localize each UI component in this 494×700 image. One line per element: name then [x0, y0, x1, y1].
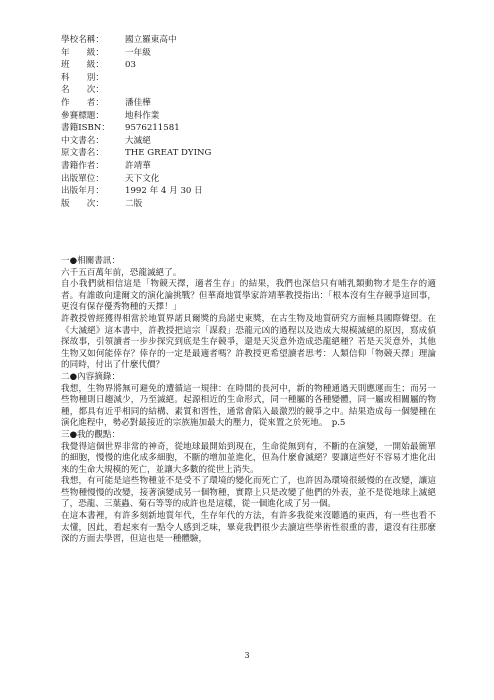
meta-label: 中文書名： [61, 135, 104, 146]
meta-label: 書籍作者： [61, 160, 104, 171]
paragraph: 自小我們就相信這是「物競天擇，適者生存」的結果，我們也深信只有哺乳類動物才是生存的適者。有誰敢向達爾文的演化論挑戰？但華裔地質學家許靖華教授指出：「根本沒有生存競爭這回事，更沒有保存優秀物種的天擇！」 [61, 279, 436, 313]
meta-row-rank [61, 84, 441, 97]
meta-label: 年 級： [61, 47, 104, 58]
section-heading-opinion: 三●我的觀點： [61, 429, 121, 440]
meta-label: 版 次： [61, 198, 104, 209]
page-number: 3 [244, 651, 250, 660]
meta-value: 地科作業 [125, 110, 160, 121]
metadata-block [61, 34, 441, 210]
meta-row-publisher [61, 173, 441, 186]
meta-value: 9576211581 [125, 123, 180, 134]
paragraph: 我想，生物界將無可避免的遭循這一規律：在時間的長河中，新的物種通過天則應運而生；而另一些物種則日趨減少，乃至滅絕。起源相近的生命形式，同一種屬的各種變體，同一屬或相關屬的物種，都具有近乎相同的結構、素質和習性，通常會陷入最激烈的競爭之中。結果造成每一個變種在演化進程中，勢必對最接近的宗族施加最大的壓力，從來置之於死地。 p.5 [61, 383, 436, 429]
meta-value: 潘佳樺 [125, 97, 151, 108]
meta-row-edition [61, 198, 441, 211]
meta-value: 天下文化 [125, 173, 160, 184]
meta-value: 1992 年 4 月 30 日 [125, 186, 203, 197]
meta-row-chinese-title [61, 135, 441, 148]
paragraph: 許教授曾經獲得相當於地質界諾貝爾獎的烏諾史東獎，在古生物及地質研究方面極具國際聲望。在《大滅絕》這本書中，許教授把這宗「謀殺」恐龍元凶的過程以及造成大規模滅絕的原因，寫成偵探故事，引領讀者一步步探究到底是生存競爭，還是天災意外造成恐龍絕種？若是天災意外，其他生物又如何能倖存？倖存的一定是最適者嗎？許教授更希望讀者思考：人類信仰「物競天擇」理論的同時，付出了什麼代價？ [61, 313, 436, 371]
section-heading-excerpt: 二●內容摘錄： [61, 371, 121, 382]
meta-label: 出版年月： [61, 186, 104, 197]
meta-value: 大滅絕 [125, 135, 151, 146]
meta-row-grade [61, 47, 441, 60]
meta-row-isbn [61, 122, 441, 135]
meta-row-original-title [61, 147, 441, 160]
meta-label: 書籍ISBN： [61, 123, 110, 134]
paragraph: 六千五百萬年前，恐龍滅絕了。 [61, 267, 182, 278]
meta-row-entry-title [61, 110, 441, 123]
meta-label: 原文書名： [61, 148, 104, 159]
meta-row-book-author [61, 160, 441, 173]
meta-value: 國立羅東高中 [125, 35, 177, 45]
meta-row-author [61, 97, 441, 110]
meta-row-publish-date [61, 185, 441, 198]
meta-label: 班 級： [61, 60, 104, 71]
meta-value: 03 [125, 60, 136, 71]
meta-row-school [61, 34, 441, 47]
paragraph: 在這本書裡，有許多刻新地質年代，生存年代的方法，有許多我從來沒聽過的東西，有一些也看不太懂，因此，看起來有一點令人感到乏味，畢竟我們很少去讀這些學術性很重的書，還沒有往那麼深的方面去學習，但這也是一種體驗， [61, 511, 436, 545]
meta-value: THE GREAT DYING [125, 148, 212, 159]
meta-row-class [61, 59, 441, 72]
meta-label: 作 者： [61, 97, 104, 108]
meta-label: 出版單位： [61, 173, 104, 184]
meta-value: 許靖華 [125, 160, 151, 171]
section-heading-book-info: 一●相關書訊： [61, 256, 121, 266]
meta-label: 學校名稱： [61, 35, 104, 45]
paragraph: 我想，有可能是這些物種並不是受不了環境的變化而死亡了，也許因為環境很緩慢的在改變，讓這些物種慢慢的改變，接著演變成另一個物種，實際上只是改變了他們的外表，並不是從地球上滅絕了，恐龍、三葉蟲、菊石等等的成許也是這樣，從一個進化成了另一個。 [61, 476, 436, 510]
report-body [61, 256, 436, 546]
meta-label: 科 別： [61, 72, 104, 83]
paragraph: 我覺得這個世界非常的神奇，從地球最開始到現在，生命從無到有，不斷的在演變，一開始最簡單的細胞，慢慢的進化成多細胞，不斷的增加並進化，但為什麼會滅絕？要讓這些好不容易才進化出來的生命大規模的死亡，並讓大多數的從世上消失。 [61, 441, 436, 475]
meta-value: 一年級 [125, 47, 151, 58]
meta-value: 二版 [125, 198, 143, 209]
meta-label: 名 次： [61, 85, 104, 96]
meta-label: 參賽標題： [61, 110, 104, 121]
meta-row-department [61, 72, 441, 85]
